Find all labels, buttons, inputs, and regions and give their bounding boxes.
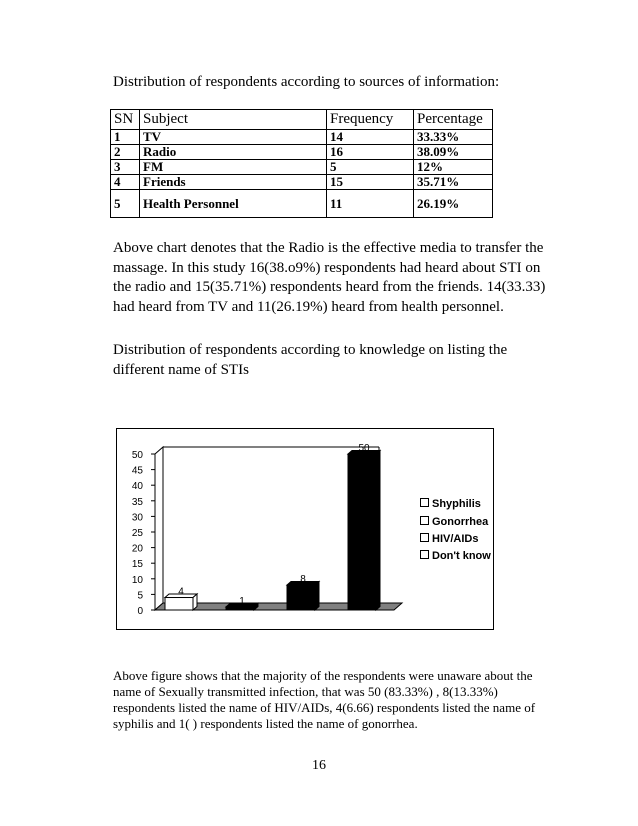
y-tick-label: 15: [131, 559, 143, 571]
paragraph-radio: Above chart denotes that the Radio is the effective media to transfer the massage. In this study 16(38.o9%) respondents had heard about STI on the radio and 15(35.71%) respondents heard from the friends. 14(33.33) had heard from TV and 11(26.19%) heard from health personnel.: [113, 240, 546, 315]
legend-swatch: [420, 498, 429, 507]
legend-item-gonorrhea: [420, 516, 488, 528]
paragraph-figure: Above figure shows that the majority of the respondents were unaware about the name of Sexually transmitted infection, that was 50 (83.33%) , 8(13.33%) respondents listed the name of HIV/AIDs, 4(6.66) respondents listed the name of syphilis and 1( ) respondents listed the name of gonorrhea.: [113, 668, 536, 731]
y-tick-label: 40: [131, 481, 143, 493]
data-label: 1: [239, 595, 245, 607]
cell-subject: Friends: [140, 175, 327, 190]
cell-sn: 1: [111, 130, 140, 145]
data-label: 50: [358, 443, 370, 454]
sources-table: [110, 109, 493, 218]
bar-side-0: [193, 594, 197, 610]
chart-canvas: [117, 429, 493, 629]
header-percentage: Percentage: [414, 110, 493, 130]
legend-swatch: [420, 550, 429, 559]
table-row: [111, 160, 493, 175]
legend-item-dont-know: [420, 550, 491, 562]
header-frequency: Frequency: [327, 110, 414, 130]
y-tick-label: 10: [131, 574, 143, 586]
cell-percentage: 38.09%: [414, 145, 493, 160]
cell-frequency: 14: [327, 130, 414, 145]
legend-label: Gonorrhea: [432, 516, 489, 528]
y-tick-label: 5: [137, 590, 143, 602]
cell-percentage: 12%: [414, 160, 493, 175]
cell-percentage: 35.71%: [414, 175, 493, 190]
cell-sn: 5: [111, 190, 140, 218]
y-tick-label: 30: [131, 512, 143, 524]
bar-side-2: [315, 582, 319, 610]
cell-frequency: 16: [327, 145, 414, 160]
cell-sn: 4: [111, 175, 140, 190]
legend-label: Don't know: [432, 550, 491, 562]
cell-subject: Health Personnel: [140, 190, 327, 218]
cell-subject: TV: [140, 130, 327, 145]
cell-frequency: 11: [327, 190, 414, 218]
header-sn: SN: [111, 110, 140, 130]
y-tick-label: 45: [131, 465, 143, 477]
chart-wall-left: [155, 447, 163, 610]
cell-frequency: 5: [327, 160, 414, 175]
cell-sn: 3: [111, 160, 140, 175]
bar-side-3: [376, 451, 380, 611]
table-row: [111, 130, 493, 145]
legend-item-shyphilis: [420, 498, 481, 510]
legend-swatch: [420, 533, 429, 542]
y-tick-label: 35: [131, 496, 143, 508]
cell-subject: Radio: [140, 145, 327, 160]
legend-label: HIV/AIDs: [432, 533, 479, 545]
bar-3: [348, 454, 376, 610]
y-tick-label: 20: [131, 543, 143, 555]
caption-sources: Distribution of respondents according to sources of information:: [113, 74, 500, 90]
legend-swatch: [420, 516, 429, 525]
sti-knowledge-chart: [116, 428, 494, 630]
cell-subject: FM: [140, 160, 327, 175]
caption-knowledge: Distribution of respondents according to knowledge on listing the different name of STIs: [113, 342, 508, 378]
bar-2: [287, 585, 315, 610]
table-header-row: [111, 110, 493, 130]
bar-0: [165, 598, 193, 610]
cell-percentage: 33.33%: [414, 130, 493, 145]
y-tick-label: 50: [131, 450, 143, 461]
legend-label: Shyphilis: [432, 498, 481, 510]
cell-percentage: 26.19%: [414, 190, 493, 218]
cell-sn: 2: [111, 145, 140, 160]
data-label: 8: [300, 574, 306, 586]
page-number: 16: [312, 758, 326, 773]
data-label: 4: [178, 586, 184, 598]
table-row: [111, 190, 493, 218]
legend-item-hiv-aids: [420, 533, 478, 545]
table-row: [111, 175, 493, 190]
y-tick-label: 0: [137, 606, 143, 617]
y-tick-label: 25: [131, 528, 143, 539]
header-subject: Subject: [140, 110, 327, 130]
table-row: [111, 145, 493, 160]
cell-frequency: 15: [327, 175, 414, 190]
